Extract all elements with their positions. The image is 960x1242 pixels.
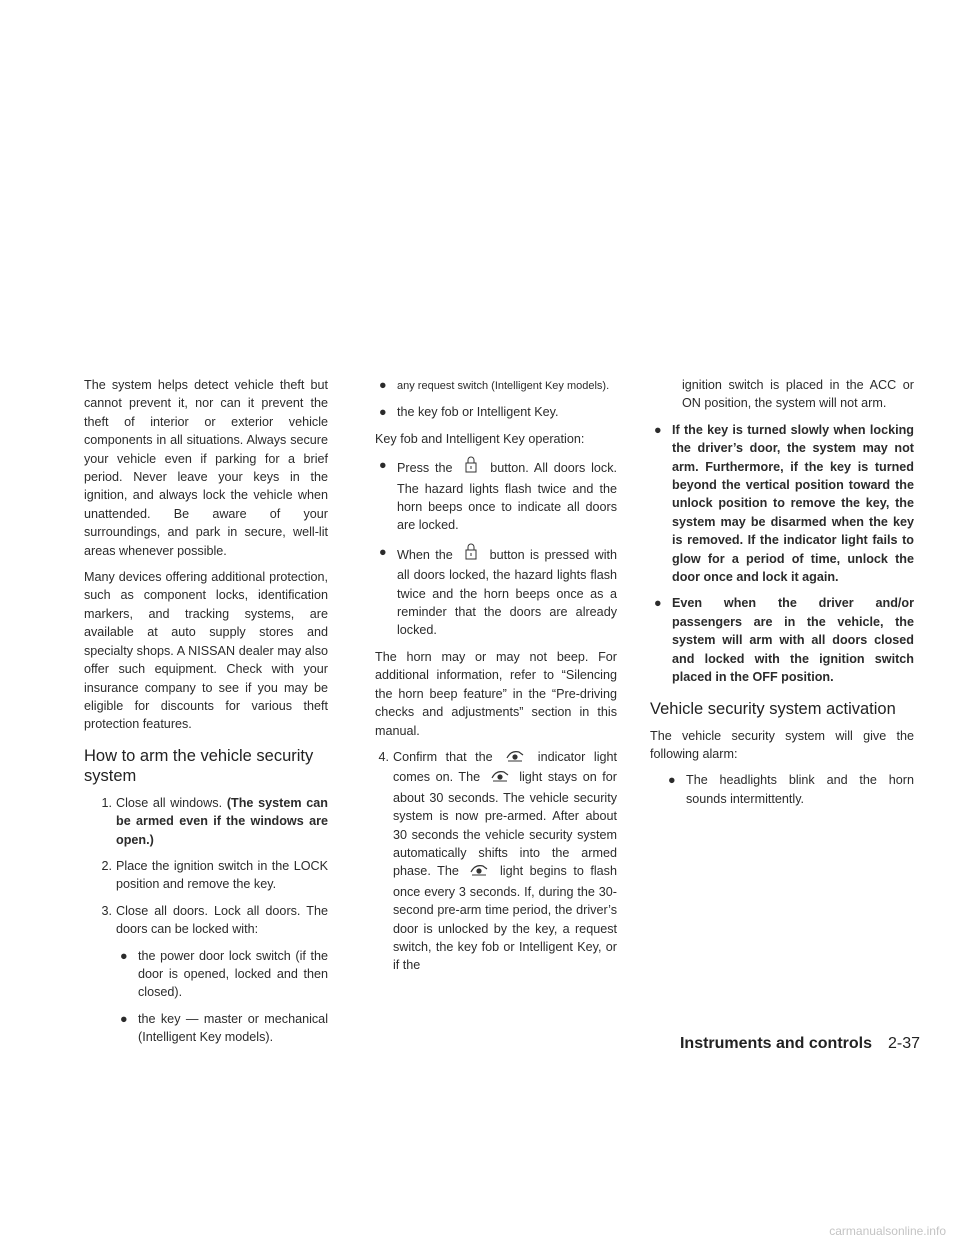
security-light-icon — [505, 749, 525, 768]
list-item-text: any request switch (Intelligent Key models). — [397, 380, 610, 392]
page-number: 2-37 — [887, 1035, 920, 1052]
bullet: ● — [120, 1011, 128, 1026]
list-item — [375, 403, 617, 421]
step-number: 1. — [101, 795, 112, 810]
security-light-icon — [490, 769, 510, 788]
horn-note: The horn may or may not beep. For additional information, refer to “Silencing the horn beep feature” in the “Pre-driving checks and adjustments” section in this manual. — [375, 649, 617, 738]
list-item — [375, 456, 617, 535]
list-item-text: button is pressed with all doors locked, the hazard lights flash twice and the horn beeps once as a reminder that the doors are already locked. — [397, 547, 618, 638]
list-item — [116, 1010, 328, 1047]
bullet: ● — [379, 458, 387, 473]
section-heading-activation: Vehicle security system activation — [650, 699, 896, 718]
column-3 — [650, 376, 914, 816]
step-2 — [84, 857, 328, 894]
step-text: Confirm that the — [393, 749, 493, 764]
bullet: ● — [668, 773, 676, 788]
bullet: ● — [379, 544, 387, 559]
lock-icon — [462, 456, 480, 479]
list-item — [375, 543, 617, 640]
step-3 — [84, 902, 328, 939]
step-number: 3. — [101, 903, 112, 918]
watermark: carmanualsonline.info — [829, 1224, 946, 1238]
step-text: Close all windows. — [116, 795, 223, 810]
warning-text: Even when the driver and/or passengers are in the vehicle, the system will arm with all doors closed and locked with the ignition switch placed in the OFF position. — [672, 596, 914, 685]
step-number: 2. — [101, 858, 112, 873]
list-item — [664, 771, 914, 808]
step-4 — [361, 748, 617, 975]
list-item-text: Press the — [397, 461, 453, 476]
step-text: light stays on for about 30 seconds. The vehicle security system is now pre-armed. After about 30 seconds the vehicle security system automatically shifts into the armed phase. The — [393, 770, 617, 879]
warning-item — [650, 594, 914, 686]
step-1 — [84, 794, 328, 849]
list-item-text: When the — [397, 547, 453, 562]
bullet: ● — [654, 596, 662, 611]
warning-text: If the key is turned slowly when locking the driver’s door, the system may not arm. Furthermore, if the key is turned beyond the vertical position toward the unlock position to remove the key, the system may be disarmed when the key is removed. If the indicator light fails to glow for a period of time, unlock the door once and lock it again. — [672, 422, 914, 585]
list-item-text: The headlights blink and the horn sounds intermittently. — [686, 773, 914, 806]
keyfob-label: Key fob and Intelligent Key operation: — [375, 431, 585, 446]
list-item — [375, 376, 617, 395]
security-light-icon — [469, 863, 489, 882]
warning-item — [650, 421, 914, 587]
step-note: (The system can be armed even if the windows are open.) — [116, 795, 328, 847]
section-heading-arm: How to arm the vehicle security system — [84, 746, 314, 785]
step-4-continued: ignition switch is placed in the ACC or ON position, the system will not arm. — [682, 378, 914, 411]
list-item-text: button. All doors lock. The hazard lights flash twice and the horn beeps once to indicate all doors are locked. — [397, 461, 618, 533]
activation-intro: The vehicle security system will give the following alarm: — [650, 728, 914, 761]
step-number: 4. — [378, 749, 389, 764]
bullet: ● — [379, 378, 387, 392]
list-item-text: the power door lock switch (if the door is opened, locked and then closed). — [138, 948, 328, 1000]
column-2 — [361, 376, 617, 983]
bullet: ● — [654, 422, 662, 437]
column-1 — [84, 376, 328, 1055]
list-item-text: the key — master or mechanical (Intelligent Key models). — [138, 1011, 328, 1045]
footer-section-title: Instruments and controls — [679, 1035, 872, 1052]
step-text: Close all doors. Lock all doors. The doors can be locked with: — [116, 903, 328, 937]
step-text: indicator light comes on. The — [393, 749, 618, 785]
bullet: ● — [120, 948, 128, 963]
step-text: light begins to flash once every 3 seconds. If, during the 30-second pre-arm time period, the driver’s door is unlocked by the key, a request switch, the key fob or Intelligent Key, or if the — [393, 864, 617, 973]
list-item — [116, 947, 328, 1002]
bullet: ● — [379, 405, 387, 420]
lock-icon — [462, 543, 480, 566]
list-item-text: the key fob or Intelligent Key. — [397, 405, 559, 420]
devices-paragraph: Many devices offering additional protection, such as component locks, identification markers, and tracking systems, are available at auto supply stores and specialty shops. A NISSAN dealer may also offer such equipment. Check with your insurance company to see if you may be eligible for discounts for various theft protection features. — [84, 570, 328, 732]
intro-paragraph: The system helps detect vehicle theft but cannot prevent it, nor can it prevent the theft of interior or exterior vehicle components in all situations. Always secure your vehicle even if parking for a brief period. Never leave your keys in the ignition, and always lock the vehicle when unattended. Be aware of your surroundings, and park in secure, well-lit areas whenever possible. — [84, 378, 328, 558]
step-text: Place the ignition switch in the LOCK position and remove the key. — [116, 858, 328, 892]
